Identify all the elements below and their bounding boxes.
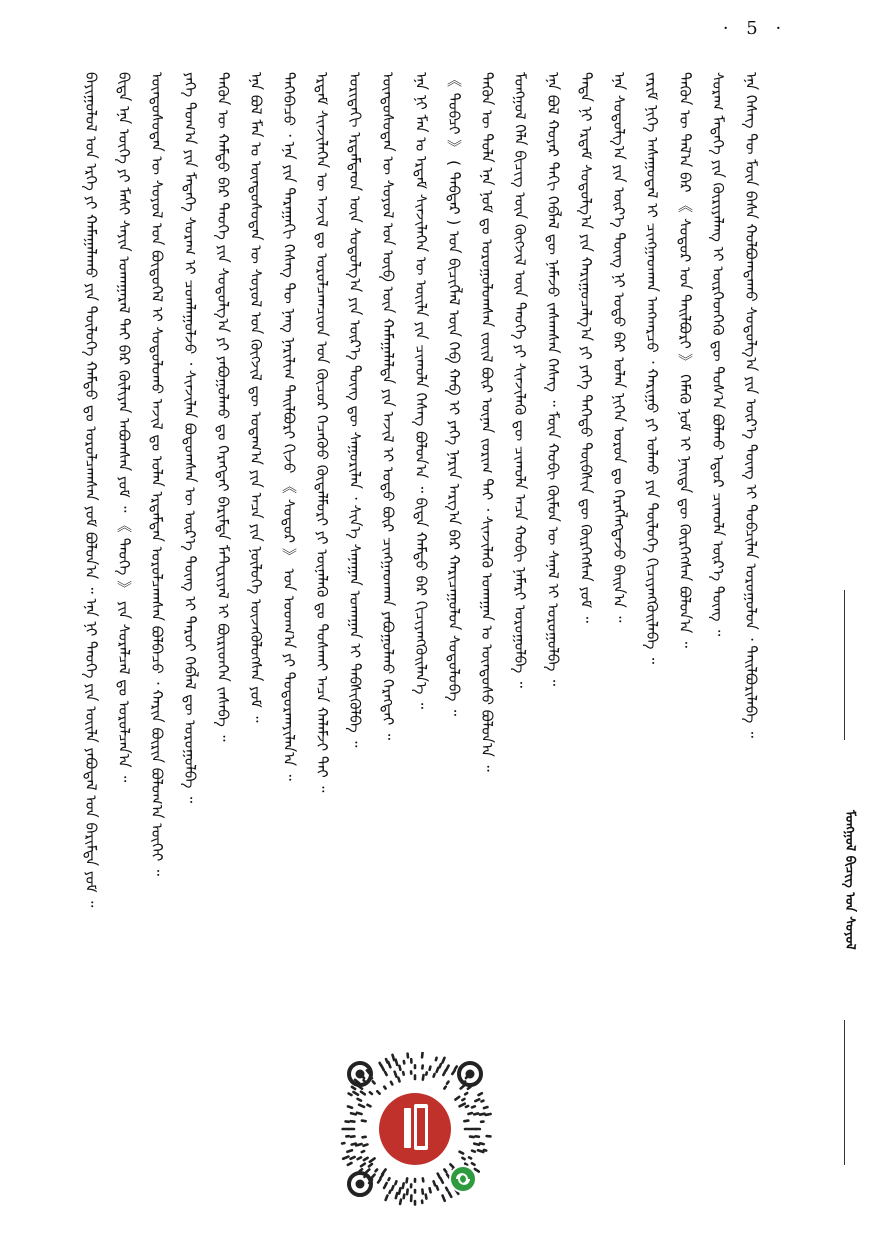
text-line: ᠲᠡᠭᠦᠨ ᠦ ᠲᠤᠯᠠ ᠡᠨᠡ ᠨᠣᠮ ᠳᠤ ᠣᠷᠣᠭᠤᠯᠤᠭᠰᠠᠨ ᠵᠦᠢᠯ ᠪᠦᠷ ᠦᠨᠡᠨ ᠵᠣᠷᠢᠭ ᠲᠠᠢ ᠂ ᠰᠢᠨᠵᠢᠯᠡᠬᠦ ᠤᠬᠠᠭᠠᠨ ᠤ ᠦᠨᠳᠦᠰᠦ ᠪᠣᠯᠤᠨ᠎ᠠ ᠃: [478, 72, 496, 772]
text-line: ᠵᠠᠷᠢᠮ ᠨᠢᠭᠡ ᠠᠰᠠᠭᠤᠳᠠᠯ ᠢ ᠴᠢᠩᠭᠠᠳᠬᠠᠨ ᠠᠩᠬᠠᠷᠴᠤ ᠂ ᠬᠠᠷᠢᠭᠤ ᠶᠢ ᠣᠯᠬᠤ ᠶᠢᠨ ᠲᠥᠯᠥᠭᠡ ᠬᠢᠴᠢᠶᠡᠩᠭᠦᠢᠯᠡᠪᠡ ᠃: [643, 72, 661, 665]
text-line: ᠪᠠᠶᠢᠭᠤᠯᠤᠯ ᠤᠨ ᠡᠷᠬᠡ ᠶᠢ ᠬᠠᠮᠠᠭᠠᠯᠠᠬᠤ ᠶᠢᠨ ᠲᠥᠯᠥᠭᠡ ᠬᠠᠮᠲᠤ ᠳᠤ ᠣᠷᠣᠯᠴᠠᠭᠰᠠᠨ ᠶᠤᠮ ᠪᠣᠯᠤᠨ᠎ᠠ ᠃ ᠡᠨᠡ ᠨᠢ ᠲᠡᠦᠬᠡ ᠶᠢᠨ ᠦᠢᠯᠡ ᠶᠠᠪᠤᠳᠠᠯ ᠤᠨ ᠪᠠᠷᠢᠮᠲᠠ ᠶᠤᠮ ᠃: [82, 72, 100, 908]
text-line: ᠲᠡᠳᠡ ᠨᠢ ᠡᠷᠳᠡᠮ ᠰᠤᠳᠤᠯᠭ᠎ᠠ ᠶᠢᠨ ᠬᠠᠷᠢᠭᠤᠴᠠᠯᠭ᠎ᠠ ᠶᠢ ᠶᠡᠬᠡ ᠳᠡᠭᠡᠳᠦ ᠲᠥᠪᠰᠢᠨ ᠳᠦ ᠬᠦᠷᠭᠡᠭᠰᠡᠨ ᠶᠤᠮ ᠃: [577, 72, 595, 623]
text-line: ᠡᠷᠳᠡᠮ ᠰᠢᠨᠵᠢᠯᠡᠭᠡᠨ ᠦ ᠠᠵᠢᠯ ᠳᠤ ᠣᠷᠣᠯᠴᠠᠭᠴᠢᠳ ᠤᠨ ᠬᠦᠴᠦᠷ ᠬᠡᠴᠡᠭᠦᠦ ᠬᠥᠳᠡᠯᠮᠦᠷᠢ ᠶᠢ ᠦᠨᠡᠯᠡᠬᠦ ᠳᠤ ᠲᠤᠰᠬᠠᠢ ᠠᠴᠠ ᠬᠠᠯᠠᠮᠵᠢ ᠲᠠᠢ ᠃: [313, 72, 331, 793]
text-line: ᠮᠣᠩᠭᠣᠯ ᠬᠡᠯᠡ ᠪᠢᠴᠢᠭ ᠦᠨ ᠬᠥᠭᠵᠢᠯ ᠦᠨ ᠲᠡᠦᠬᠡ ᠶᠢ ᠰᠢᠨᠵᠢᠯᠡᠬᠦ ᠳᠦ ᠴᠢᠬᠤᠯᠠ ᠠᠴᠠ ᠬᠤᠪᠢ ᠨᠡᠮᠡᠷᠢ ᠣᠷᠣᠭᠤᠯᠪᠠ ᠃: [511, 72, 529, 688]
text-line: ᠰᠤᠷᠠᠭ ᠮᠡᠳᠡᠭᠡ ᠶᠢᠨ ᠬᠦᠷᠢᠶᠡᠯᠡᠩ ᠢ ᠥᠷᠭᠡᠳᠬᠡᠬᠦ ᠳᠦ ᠲᠤᠰ᠎ᠠ ᠪᠣᠯᠬᠤ ᠡᠳᠦᠷ ᠴᠢᠬᠤᠯᠠ ᠦᠷ᠎ᠡ ᠳᠦᠩ ᠃: [709, 72, 727, 637]
text-line: ᠪᠢᠳᠡ ᠡᠨᠡ ᠦᠭᠡ ᠶᠢ ᠮᠠᠰᠢ ᠰᠠᠶᠢᠨ ᠤᠬᠠᠭᠠᠷᠠᠯ ᠲᠠᠢ ᠪᠠᠷ ᠬᠦᠯᠢᠶᠡᠨ ᠠᠪᠤᠭᠰᠠᠨ ᠶᠤᠮ ᠃ 《 ᠲᠡᠦᠬᠡ 》 ᠶᠢᠨ ᠰᠤᠷᠠᠯᠴᠠᠯ ᠳᠤ ᠣᠷᠣᠯᠴᠠᠨ᠎ᠠ ᠃: [115, 72, 133, 783]
text-line: ᠡᠨᠡ ᠪᠣᠯ ᠬᠣᠶᠠᠷ ᠳᠠᠬᠢ ᠬᠡᠪᠯᠡᠯ ᠳᠦ ᠨᠡᠮᠡᠵᠦ ᠵᠠᠰᠠᠭᠰᠠᠨ ᠬᠡᠰᠡᠭ ᠃ ᠮᠥᠨ ᠬᠤᠪᠢ ᠬᠦᠮᠦᠨ ᠦ ᠰᠠᠨᠠᠯ ᠢ ᠣᠷᠣᠭᠤᠯᠪᠠ ᠃: [544, 72, 562, 687]
running-head-rule-bottom: [844, 1020, 845, 1165]
text-line: ᠡᠨᠡ ᠬᠡᠰᠡᠭ ᠲᠦ ᠮᠥᠨ ᠪᠠᠰᠠ ᠬᠣᠯᠪᠣᠭᠳᠠᠬᠤ ᠰᠤᠳᠤᠯᠭ᠎ᠠ ᠶᠢᠨ ᠦᠷ᠎ᠡ ᠳᠦᠩ ᠢ ᠲᠣᠪᠴᠢᠯᠠᠨ ᠣᠷᠣᠭᠤᠯᠤᠨ ᠂ ᠲᠠᠢᠯᠪᠤᠷᠢᠯᠠᠪᠠ ᠃: [742, 72, 760, 738]
text-line: ᠤᠷᠢᠳᠠᠬᠢ ᠡᠷᠳᠡᠮᠲᠡᠳ ᠦᠨ ᠰᠤᠳᠤᠯᠭ᠎ᠠ ᠶᠢᠨ ᠦᠷ᠎ᠡ ᠳᠦᠩ ᠳᠦ ᠰᠠᠭᠤᠷᠢᠯᠠᠨ ᠂ ᠰᠢᠨ᠎ᠡ ᠰᠠᠨᠠᠭᠠᠨ ᠤᠬᠠᠭᠠᠨ ᠢ ᠳᠡᠪᠰᠢᠭᠦᠯᠪᠡ ᠃: [346, 72, 364, 748]
page-number: · 5 ·: [722, 18, 788, 39]
running-head-title: ᠮᠣᠩᠭᠣᠯ ᠪᠢᠴᠢᠭ ᠤᠨ ᠰᠣᠶᠣᠯ: [842, 810, 857, 950]
qr-code-icon: [338, 1052, 492, 1206]
text-line: 《 ᠲᠣᠪᠴᠢ 》 ( ᠳᠡᠪᠲᠡᠷ ) ᠤᠨ ᠪᠢᠴᠢᠭᠯᠡᠯ ᠦᠨ ᠬᠡᠪ ᠬᠠᠪ ᠢ ᠶᠡᠬᠡ ᠨᠠᠷᠢᠨ ᠠᠷᠭ᠎ᠠ ᠪᠠᠷ ᠬᠠᠷᠢᠴᠠᠭᠤᠯᠤᠨ ᠰᠤᠳᠤᠯᠤᠪᠠ ᠃: [445, 72, 463, 716]
text-line: ᠡᠨᠡ ᠰᠤᠳᠤᠯᠭ᠎ᠠ ᠶᠢᠨ ᠦᠷ᠎ᠡ ᠳᠦᠩ ᠨᠢ ᠣᠳᠣ ᠪᠠᠷ ᠣᠯᠠᠨ ᠨᠢᠭᠡᠨ ᠣᠷᠣᠨ ᠳᠤ ᠬᠡᠷᠡᠭᠯᠡᠭᠳᠡᠵᠦ ᠪᠠᠢᠨ᠎ᠠ ᠃: [610, 72, 628, 623]
qr-code-graphic: [338, 1052, 492, 1206]
text-line: ᠲᠡᠭᠡᠪᠡᠴᠦ ᠂ ᠡᠨᠡ ᠶᠢᠨ ᠳᠠᠷᠠᠭᠠᠬᠢ ᠬᠡᠰᠡᠭ ᠲᠦ ᠨᠡᠩ ᠨᠠᠷᠢᠯᠢᠭ ᠲᠠᠢᠯᠪᠤᠷᠢ ᠬᠢᠵᠦ 《 ᠰᠤᠳᠤᠷ 》 ᠤᠨ ᠤᠳᠬ᠎ᠠ ᠶᠢ ᠲᠣᠳᠤᠷᠬᠠᠶᠢᠯᠠᠨ᠎ᠠ ᠃: [280, 72, 298, 781]
running-head: [838, 590, 857, 1165]
text-line: ᠶᠡᠬᠡ ᠲᠣᠭ᠎ᠠ ᠶᠢᠨ ᠮᠡᠳᠡᠭᠡ ᠰᠤᠷᠠᠭ ᠢ ᠴᠤᠭᠯᠠᠭᠤᠯᠵᠤ ᠂ ᠰᠢᠨᠵᠢᠯᠡᠨ ᠪᠣᠳᠤᠭᠰᠠᠨ ᠦ ᠦᠷ᠎ᠡ ᠳᠦᠩ ᠢ ᠳᠠᠷᠤᠢ ᠬᠡᠪᠯᠡᠯ ᠳᠦ ᠣᠷᠣᠭᠤᠯᠪᠠ ᠃: [181, 72, 199, 803]
text-line: ᠲᠡᠭᠦᠨ ᠦ ᠬᠠᠮᠲᠤ ᠪᠠᠷ ᠲᠡᠦᠬᠡ ᠶᠢᠨ ᠰᠤᠳᠤᠯᠭ᠎ᠠ ᠶᠢ ᠶᠠᠪᠤᠭᠤᠯᠬᠤ ᠳᠤ ᠬᠡᠷᠡᠭᠲᠡᠢ ᠪᠠᠷᠢᠮᠲᠠ ᠮᠠᠲ᠋ᠧᠷᠢᠶᠠᠯ ᠢ ᠪᠦᠷᠢᠳᠬᠡᠨ ᠵᠠᠰᠠᠪᠠ ᠃: [214, 72, 232, 742]
running-head-rule-top: [844, 590, 845, 740]
text-line: ᠡᠨᠡ ᠨᠢ ᠮᠠᠨ ᠤ ᠡᠷᠳᠡᠮ ᠰᠢᠨᠵᠢᠯᠡᠭᠡᠨ ᠦ ᠦᠢᠯᠡ ᠶᠢᠨ ᠴᠢᠬᠤᠯᠠ ᠬᠡᠰᠡᠭ ᠪᠣᠯᠤᠨ᠎ᠠ ᠃ ᠪᠢᠳᠡ ᠬᠠᠮᠲᠤ ᠪᠠᠷ ᠬᠢᠴᠢᠶᠡᠩᠭᠦᠢᠯᠡᠨ᠎ᠡ ᠃: [412, 72, 430, 709]
text-line: ᠦᠨᠳᠦᠰᠦᠲᠡᠨ ᠦ ᠰᠣᠶᠣᠯ ᠤᠨ ᠥᠪ ᠦᠨ ᠬᠠᠮᠠᠭᠠᠯᠠᠯᠲᠠ ᠶᠢᠨ ᠠᠵᠢᠯ ᠢ ᠣᠳᠣ ᠪᠦᠷ ᠴᠢᠩᠭᠠᠳᠬᠠᠨ ᠶᠠᠪᠤᠭᠤᠯᠬᠤ ᠬᠡᠷᠡᠭᠲᠡᠢ ᠃: [379, 72, 397, 740]
text-line: ᠡᠨᠡ ᠪᠣᠯ ᠮᠠᠨ ᠤ ᠦᠨᠳᠦᠰᠦᠲᠡᠨ ᠦ ᠰᠣᠶᠣᠯ ᠤᠨ ᠬᠥᠭᠵᠢᠯ ᠳᠦ ᠤᠳᠠᠭ᠎ᠠ ᠶᠢᠨ ᠠᠴᠠ ᠶᠢᠨ ᠨᠦᠯᠦᠭᠡ ᠦᠵᠡᠭᠦᠯᠦᠭᠰᠡᠨ ᠶᠤᠮ ᠃: [247, 72, 265, 723]
text-line: ᠦᠨᠳᠦᠰᠦᠲᠡᠨ ᠦ ᠰᠣᠶᠣᠯ ᠤᠨ ᠪᠦᠲᠦᠭᠡᠯ ᠢ ᠰᠤᠳᠤᠯᠤᠬᠤ ᠠᠵᠢᠯ ᠳᠤ ᠣᠯᠠᠨ ᠡᠷᠳᠡᠮᠲᠡᠨ ᠣᠷᠣᠯᠴᠠᠭᠰᠠᠨ ᠪᠣᠯᠪᠠᠴᠤ ᠂ ᠬᠠᠷᠢᠨ ᠪᠦᠷᠢᠨ ᠪᠣᠯᠤᠭ᠎ᠠ ᠦᠭᠡᠢ ᠃: [148, 72, 166, 876]
text-line: ᠲᠡᠭᠦᠨ ᠦ ᠲᠠᠯ᠎ᠠ ᠪᠠᠷ 《 ᠰᠤᠳᠤᠷ ᠤᠨ ᠲᠠᠢᠯᠪᠤᠷᠢ 》 ᠬᠡᠮᠡᠬᠦ ᠨᠣᠮ ᠢ ᠨᠡᠢᠲᠡ ᠳᠦ ᠬᠦᠷᠭᠡᠭᠰᠡᠨ ᠪᠣᠯᠤᠨ᠎ᠠ ᠃: [676, 72, 694, 648]
